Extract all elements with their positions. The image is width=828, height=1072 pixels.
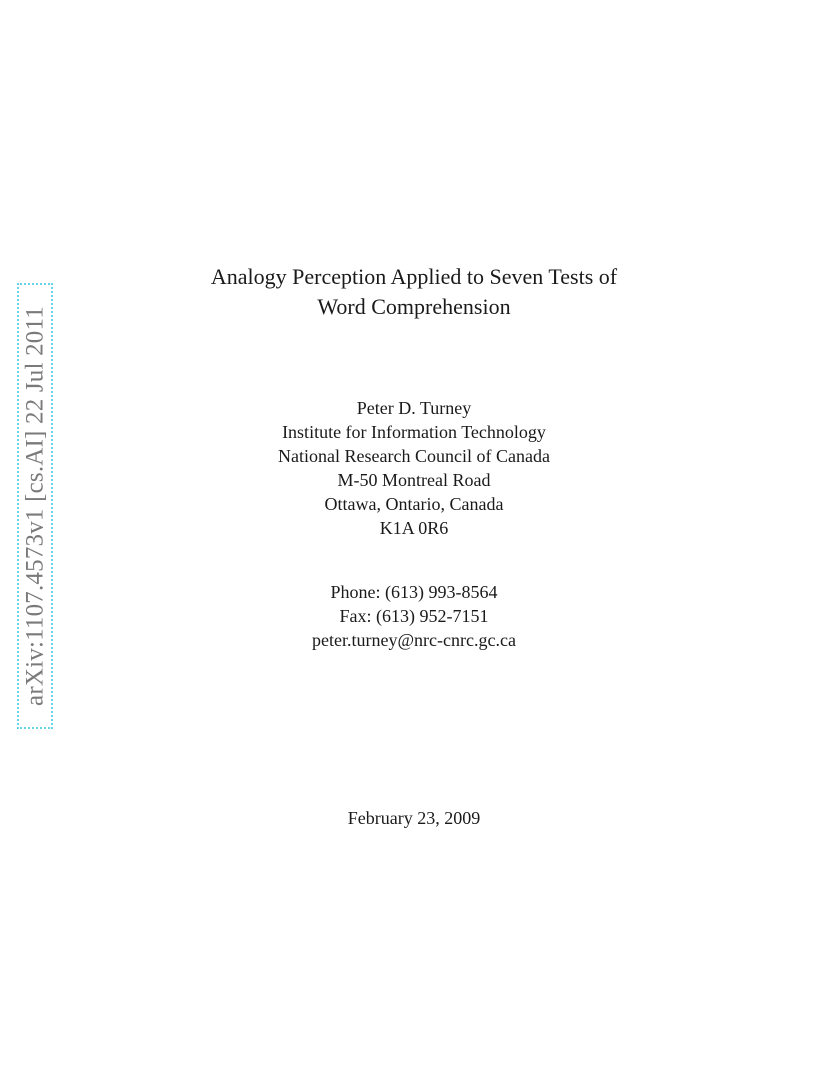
author-postal-code: K1A 0R6 — [379, 518, 449, 538]
paper-date — [0, 806, 828, 830]
paper-title — [0, 262, 828, 322]
date-text: February 23, 2009 — [347, 808, 481, 828]
contact-fax: Fax: (613) 952-7151 — [339, 606, 489, 626]
author-block — [0, 396, 828, 540]
author-name: Peter D. Turney — [356, 398, 472, 418]
author-affiliation-institute: Institute for Information Technology — [282, 422, 546, 442]
contact-phone: Phone: (613) 993-8564 — [330, 582, 498, 602]
arxiv-identifier: arXiv:1107.4573v1 [cs.AI] 22 Jul 2011 — [21, 306, 49, 706]
author-city: Ottawa, Ontario, Canada — [324, 494, 504, 514]
author-street: M-50 Montreal Road — [337, 470, 491, 490]
contact-block — [0, 580, 828, 652]
title-line-2: Word Comprehension — [317, 294, 511, 319]
contact-email: peter.turney@nrc-cnrc.gc.ca — [312, 630, 516, 650]
title-line-1: Analogy Perception Applied to Seven Tests of — [210, 264, 618, 289]
author-affiliation-council: National Research Council of Canada — [278, 446, 550, 466]
